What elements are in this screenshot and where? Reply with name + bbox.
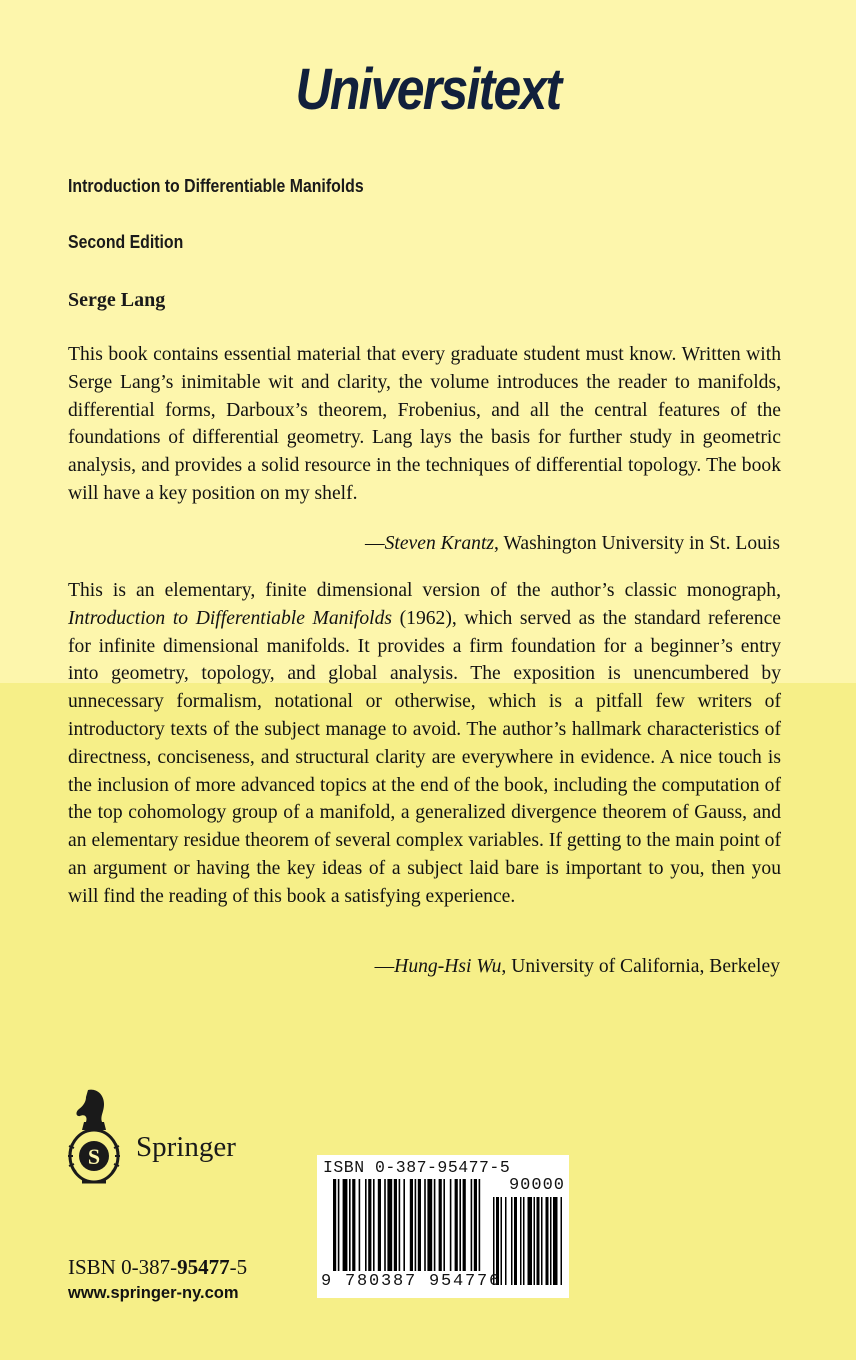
barcode-bar xyxy=(368,1179,371,1271)
reviewer-affiliation: , Washington University in St. Louis xyxy=(494,533,780,554)
series-title: Universitext xyxy=(295,57,561,122)
barcode-bar xyxy=(415,1179,417,1271)
barcode-isbn-line: ISBN 0-387-95477-5 xyxy=(323,1158,511,1177)
barcode-bar xyxy=(424,1179,426,1271)
barcode-bar xyxy=(403,1179,405,1271)
barcode-bar xyxy=(459,1179,461,1271)
book-title: Introduction to Differentiable Manifolds xyxy=(68,176,364,196)
isbn-bold: 95477 xyxy=(177,1255,230,1279)
barcode-bar xyxy=(384,1179,386,1271)
barcode-bar xyxy=(365,1179,367,1271)
barcode-addon-bar xyxy=(511,1197,513,1285)
review-2-book-title: Introduction to Differentiable Manifolds xyxy=(68,607,392,629)
publisher-name: Springer xyxy=(136,1131,236,1163)
barcode-bar xyxy=(359,1179,361,1271)
barcode-addon-bar xyxy=(546,1197,549,1285)
barcode-bar xyxy=(455,1179,458,1271)
reviewer-name: Steven Krantz xyxy=(384,533,495,554)
springer-knight-logo-icon xyxy=(66,1086,122,1190)
isbn-suffix: -5 xyxy=(229,1255,248,1279)
barcode-addon-bar xyxy=(534,1197,536,1285)
barcode-addon-bar xyxy=(505,1197,507,1285)
barcode-bar xyxy=(378,1179,381,1271)
barcode-bar xyxy=(394,1179,397,1271)
barcode-bar xyxy=(471,1179,473,1271)
reviewer-name: Hung-Hsi Wu xyxy=(394,956,502,977)
barcode-bar xyxy=(479,1179,481,1271)
barcode-price-code: 90000 xyxy=(508,1176,565,1195)
barcode-bar xyxy=(373,1179,375,1271)
review-1-attribution xyxy=(365,533,780,555)
barcode-bar xyxy=(343,1179,348,1271)
barcode xyxy=(317,1155,569,1298)
barcode-bar xyxy=(439,1179,442,1271)
attribution-dash: — xyxy=(365,533,385,554)
publisher-website: www.springer-ny.com xyxy=(68,1284,239,1302)
barcode-ean-number: 9 780387 954776 xyxy=(321,1272,502,1291)
author-name: Serge Lang xyxy=(68,289,166,311)
review-1-text: This book contains essential material that every graduate student must know. Written with Serge Lang’s inimitable wit and clarity, the volume introduces the reader to manifolds, differential forms, Darboux’s theorem, Frobenius, and all the central features of the foundations of differential geometry. Lang lays the basis for further study in geometric analysis, and provides a solid resource in the techniques of differential topology. The book will have a key position on my shelf. xyxy=(68,344,781,504)
review-2-text xyxy=(68,577,781,911)
reviewer-affiliation: , University of California, Berkeley xyxy=(501,956,780,977)
barcode-bar xyxy=(474,1179,477,1271)
barcode-addon-bar xyxy=(514,1197,517,1285)
barcode-bar xyxy=(352,1179,355,1271)
barcode-bar xyxy=(333,1179,336,1271)
barcode-addon-bar xyxy=(561,1197,563,1285)
barcode-bar xyxy=(399,1179,401,1271)
barcode-bar xyxy=(443,1179,445,1271)
barcode-addon-bar xyxy=(550,1197,552,1285)
barcode-bar xyxy=(450,1179,452,1271)
barcode-bar xyxy=(463,1179,466,1271)
barcode-addon-bar xyxy=(523,1197,525,1285)
barcode-addon-bar xyxy=(528,1197,533,1285)
barcode-addon-bar xyxy=(541,1197,543,1285)
barcode-bar xyxy=(434,1179,436,1271)
review-2-attribution xyxy=(375,956,780,978)
review-2-text-end: (1962), which served as the standard reference for infinite dimensional manifolds. It provides a firm foundation for a beginner’s entry into geometry, topology, and global analysis. The exposition is unencumbered by unnecessary formalism, notational or otherwise, which is a pitfall few writers of introductory texts of the subject manage to avoid. The author’s hallmark characteristics of directness, conciseness, and structural clarity are everywhere in evidence. A nice touch is the inclusion of more advanced topics at the end of the book, including the computation of the top cohomology group of a manifold, a generalized divergence theorem of Gauss, and an elementary residue theorem of several complex variables. If getting to the main point of an argument or having the key ideas of a subject laid bare is important to you, then you will find the reading of this book a satisfying experience. xyxy=(68,607,782,907)
barcode-bar xyxy=(418,1179,421,1271)
isbn-prefix: ISBN 0-387- xyxy=(68,1255,178,1279)
barcode-bar xyxy=(427,1179,432,1271)
logo-letter: S xyxy=(87,1144,101,1169)
barcode-bar xyxy=(338,1179,340,1271)
barcode-bar xyxy=(387,1179,392,1271)
barcode-addon-bar xyxy=(520,1197,522,1285)
attribution-dash: — xyxy=(374,956,395,977)
edition-label: Second Edition xyxy=(68,232,184,252)
review-2-text-start: This is an elementary, finite dimensional version of the author’s classic monograph, xyxy=(68,580,781,601)
isbn-text xyxy=(68,1255,247,1280)
barcode-addon-bar xyxy=(553,1197,558,1285)
barcode-bar xyxy=(349,1179,351,1271)
barcode-bar xyxy=(410,1179,413,1271)
barcode-addon-bar xyxy=(537,1197,540,1285)
